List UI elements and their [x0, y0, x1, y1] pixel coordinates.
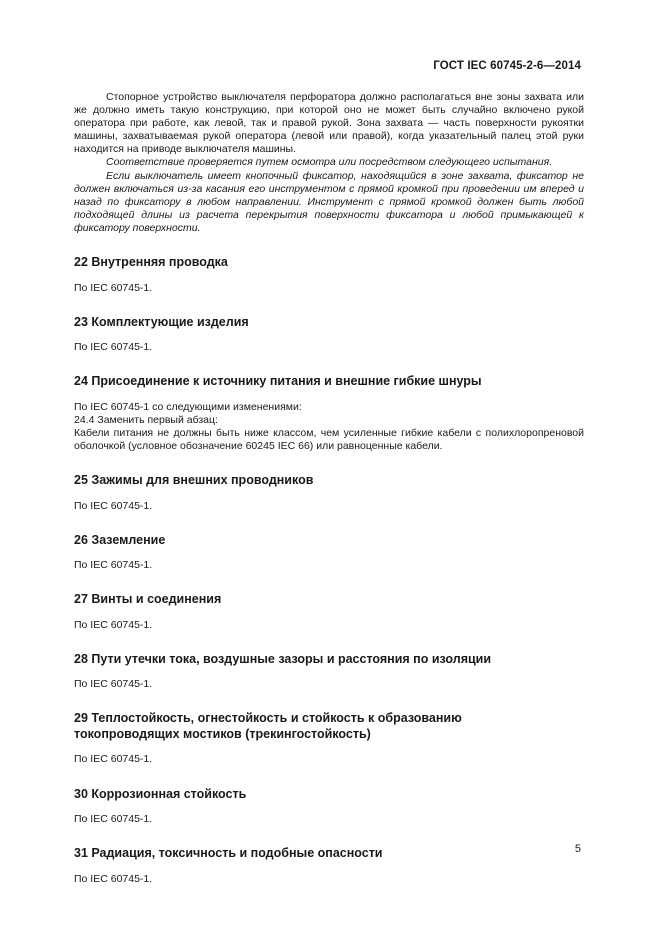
page-content [74, 91, 584, 886]
section-text: По IEC 60745-1. [74, 281, 153, 294]
section-28 [74, 652, 584, 692]
section-25 [74, 473, 584, 513]
section-heading: 29 Теплостойкость, огнестойкость и стойкость к образованию токопроводящих мостиков (трекингостойкость) [74, 711, 462, 741]
section-29 [74, 711, 584, 766]
section-text: По IEC 60745-1. [74, 341, 153, 354]
section-text: По IEC 60745-1. [74, 618, 153, 631]
intro-paragraph-3: Если выключатель имеет кнопочный фиксатор, находящийся в зоне захвата, фиксатор не должен включаться из-за касания его инструментом с прямой кромкой при проведении им вперед и назад по фиксатору в любом направлении. Инструмент с прямой кромкой должен быть любой подходящей длины из расчета перекрытия поверхности фиксатора и любой примыкающей к фиксатору поверхности. [74, 169, 584, 234]
section-heading: 28 Пути утечки тока, воздушные зазоры и расстояния по изоляции [74, 651, 492, 666]
section-heading: 23 Комплектующие изделия [74, 314, 249, 329]
section-text: По IEC 60745-1. [74, 753, 153, 766]
section-heading: 31 Радиация, токсичность и подобные опасности [74, 846, 383, 861]
section-text: 24.4 Заменить первый абзац: [74, 413, 218, 426]
section-heading: 25 Зажимы для внешних проводников [74, 473, 314, 488]
section-text: По IEC 60745-1. [74, 499, 153, 512]
section-heading: 30 Коррозионная стойкость [74, 786, 247, 801]
section-heading: 22 Внутренняя проводка [74, 255, 228, 270]
section-text: По IEC 60745-1. [74, 872, 153, 885]
section-27 [74, 592, 584, 632]
section-26 [74, 533, 584, 573]
section-22 [74, 255, 584, 295]
intro-paragraph-1: Стопорное устройство выключателя перфоратора должно располагаться вне зоны захвата или же должно иметь такую конструкцию, при которой оно не может быть случайно включено рукой оператора при работе, как левой, так и правой рукой. Зона захвата — часть поверхности рукоятки машины, захватываемая рукой оператора (левой или правой), когда указательный палец этой руки находится на приводе выключателя машины. [74, 91, 584, 156]
section-text: По IEC 60745-1. [74, 678, 153, 691]
section-heading: 27 Винты и соединения [74, 592, 222, 607]
section-heading: 26 Заземление [74, 532, 166, 547]
section-30 [74, 787, 584, 827]
page-number: 5 [574, 843, 581, 855]
section-24 [74, 374, 584, 453]
section-31 [74, 846, 584, 886]
section-heading: 24 Присоединение к источнику питания и внешние гибкие шнуры [74, 374, 482, 389]
section-text: По IEC 60745-1 со следующими изменениями: [74, 400, 302, 413]
section-text: По IEC 60745-1. [74, 813, 153, 826]
section-23 [74, 315, 584, 355]
section-text: По IEC 60745-1. [74, 559, 153, 572]
section-text: Кабели питания не должны быть ниже классом, чем усиленные гибкие кабели с полихлоропреновой оболочкой (условное обозначение 60245 IEC 66) или равноценные кабели. [74, 426, 584, 452]
standard-code-header: ГОСТ IEC 60745-2-6—2014 [433, 60, 581, 72]
intro-paragraph-2: Соответствие проверяется путем осмотра или посредством следующего испытания. [106, 156, 553, 169]
